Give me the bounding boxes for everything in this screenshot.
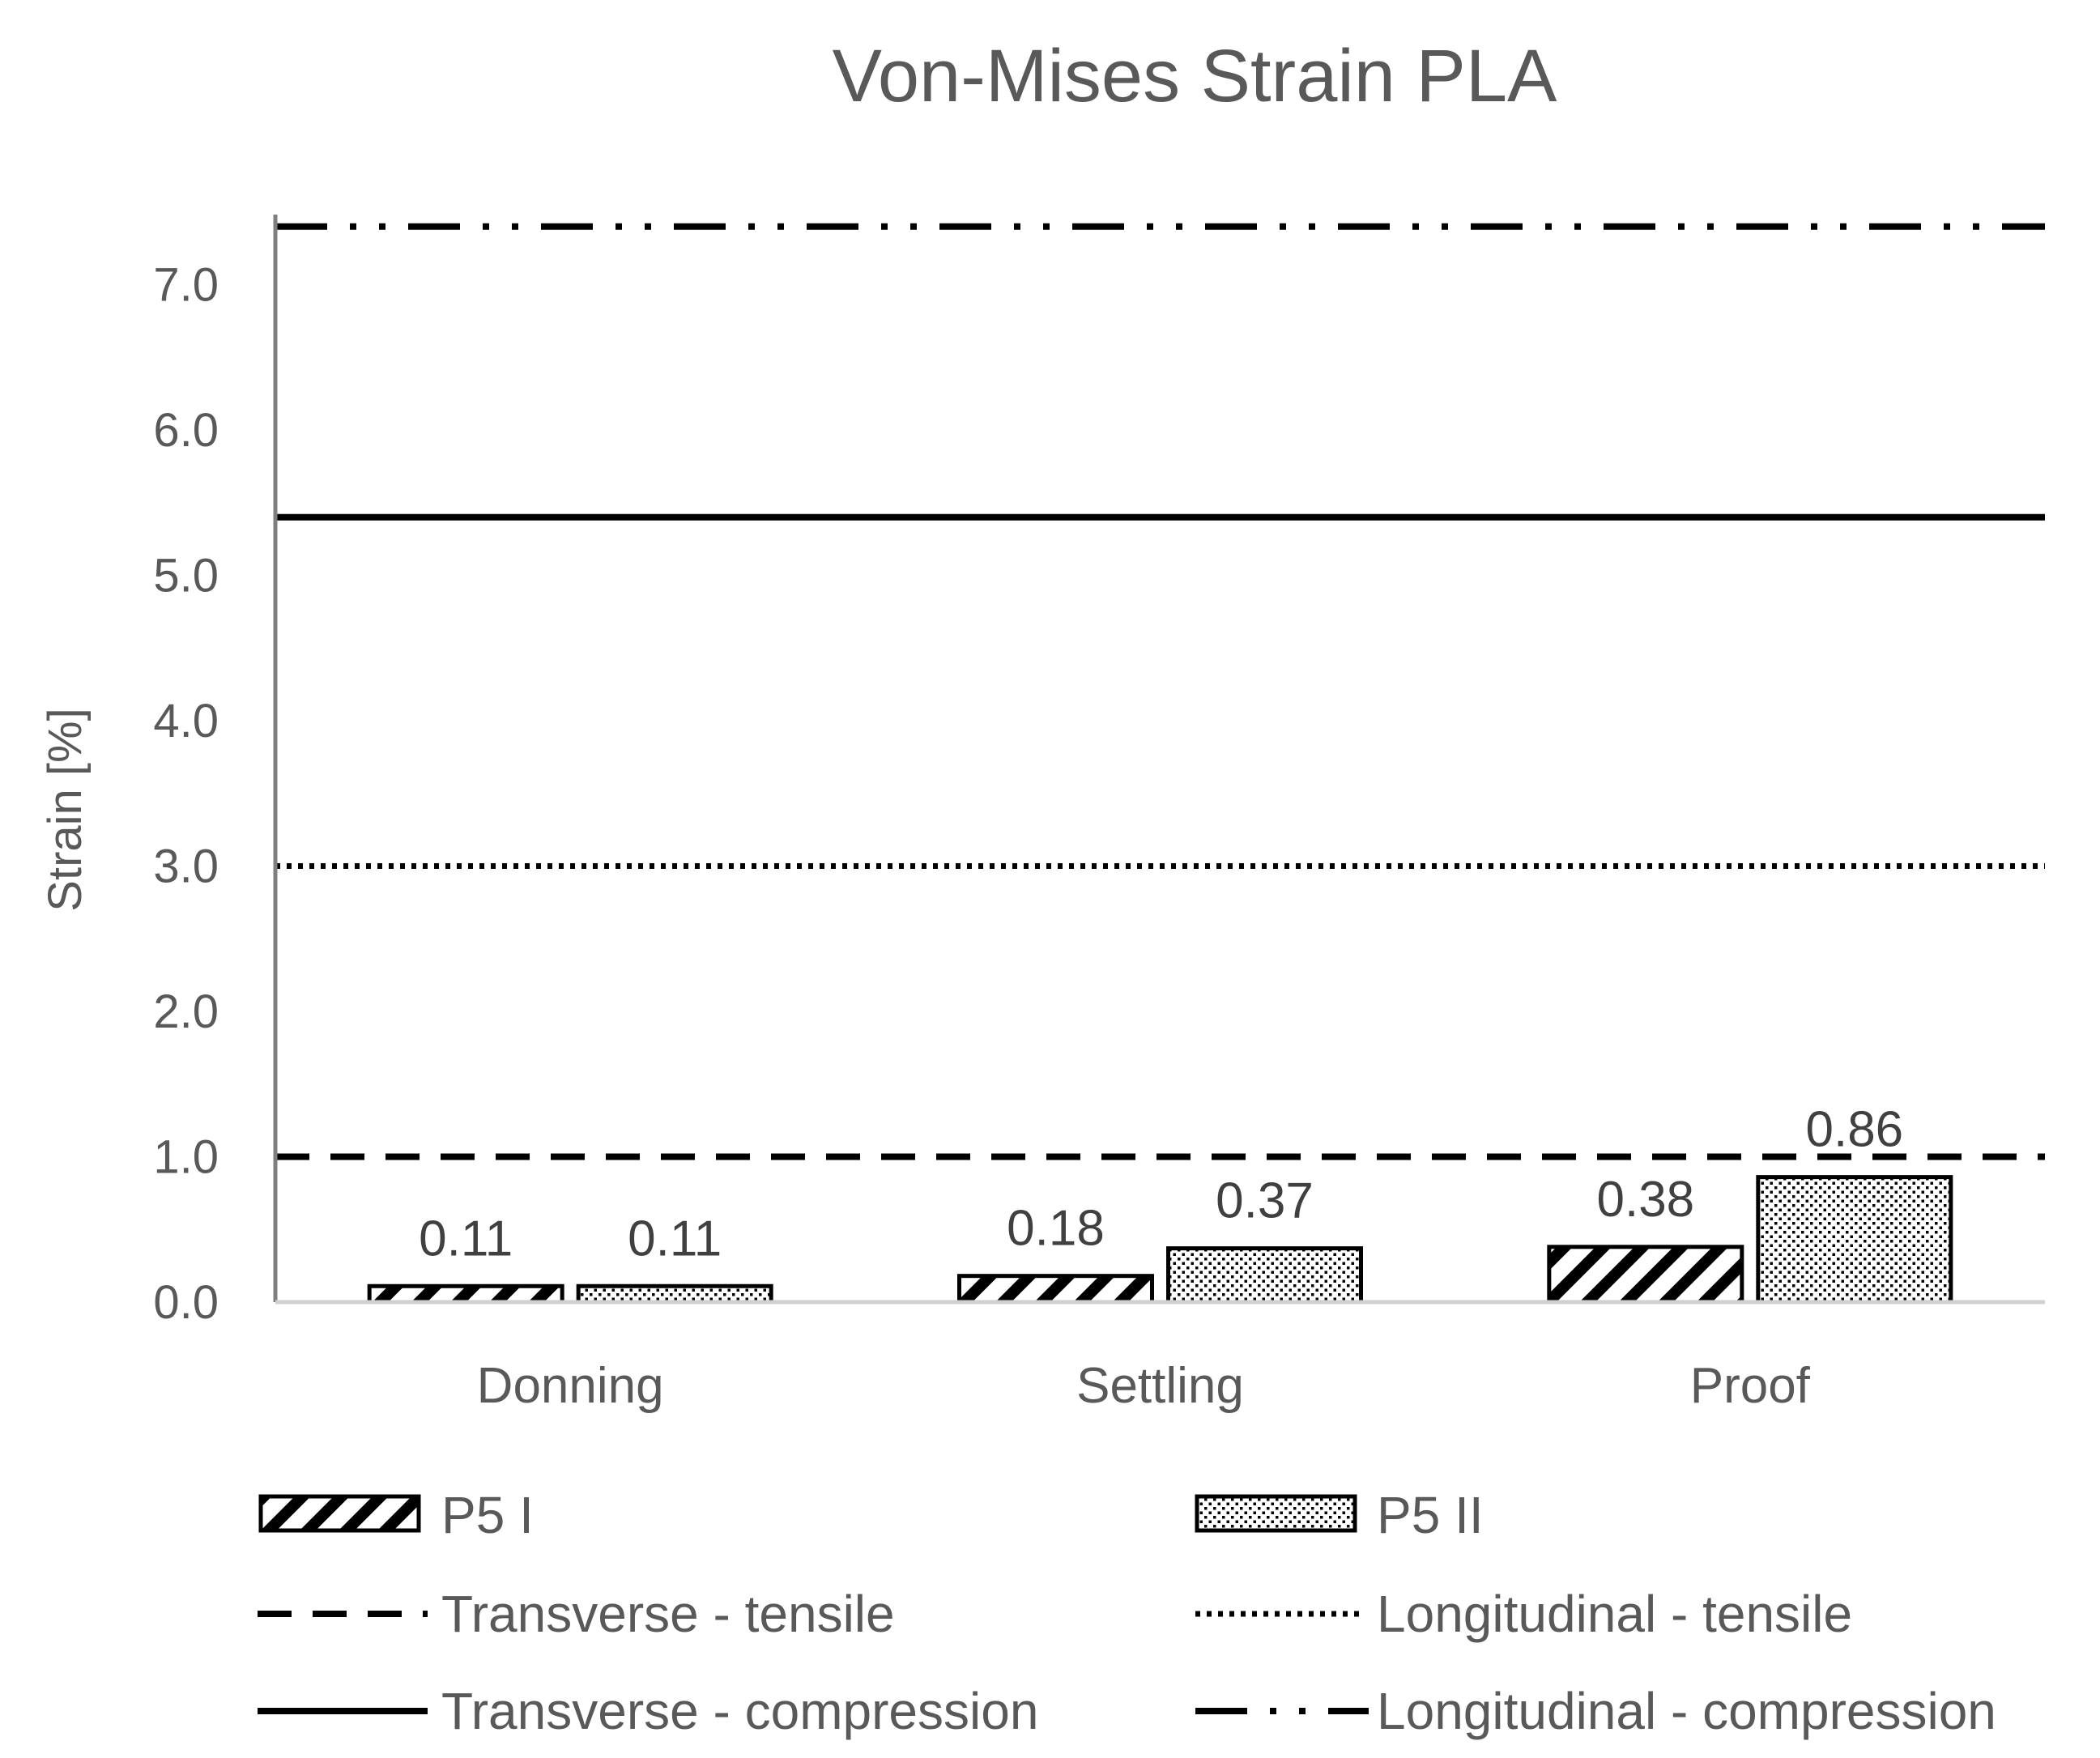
y-tick-label: 7.0 (153, 258, 219, 312)
data-label: 0.38 (1596, 1171, 1695, 1228)
legend-swatch-p5-i (261, 1496, 419, 1530)
bar-proof-p5-i (1549, 1247, 1742, 1302)
category-label-donning: Donning (476, 1358, 664, 1414)
legend-label-p5-i: P5 I (441, 1486, 534, 1544)
y-tick-label: 6.0 (153, 404, 219, 457)
y-tick-label: 3.0 (153, 840, 219, 893)
data-label: 0.86 (1805, 1101, 1904, 1158)
legend (258, 1486, 1996, 1740)
y-tick-label: 1.0 (153, 1130, 219, 1184)
bar-donning-p5-ii (578, 1286, 771, 1302)
y-tick-label: 2.0 (153, 985, 219, 1038)
category-label-proof: Proof (1689, 1358, 1810, 1414)
bar-proof-p5-ii (1758, 1177, 1951, 1302)
legend-label-longitudinal-tensile: Longitudinal - tensile (1377, 1585, 1853, 1643)
y-axis-ticks (153, 259, 219, 1330)
reference-lines (275, 227, 2045, 1157)
y-tick-label: 0.0 (153, 1276, 219, 1329)
bar-donning-p5-i (369, 1286, 562, 1302)
y-tick-label: 4.0 (153, 695, 219, 747)
bar-settling-p5-i (960, 1276, 1152, 1302)
category-label-settling: Settling (1076, 1358, 1244, 1414)
chart-title: Von-Mises Strain PLA (832, 35, 1557, 117)
data-label: 0.11 (419, 1211, 513, 1267)
data-label: 0.37 (1216, 1173, 1314, 1229)
y-tick-label: 5.0 (153, 549, 219, 602)
legend-label-transverse-tensile: Transverse - tensile (441, 1585, 895, 1643)
legend-label-longitudinal-compression: Longitudinal - compression (1377, 1682, 1996, 1740)
legend-label-p5-ii: P5 II (1377, 1486, 1484, 1544)
data-labels (419, 1102, 1903, 1267)
category-labels (477, 1358, 1811, 1414)
legend-label-transverse-compression: Transverse - compression (441, 1682, 1039, 1740)
legend-swatch-p5-ii (1197, 1496, 1355, 1530)
data-label: 0.18 (1007, 1200, 1105, 1257)
bar-settling-p5-ii (1169, 1249, 1361, 1302)
data-label: 0.11 (628, 1211, 722, 1267)
y-axis-label: Strain [%] (39, 708, 92, 912)
bars (369, 1177, 1951, 1302)
